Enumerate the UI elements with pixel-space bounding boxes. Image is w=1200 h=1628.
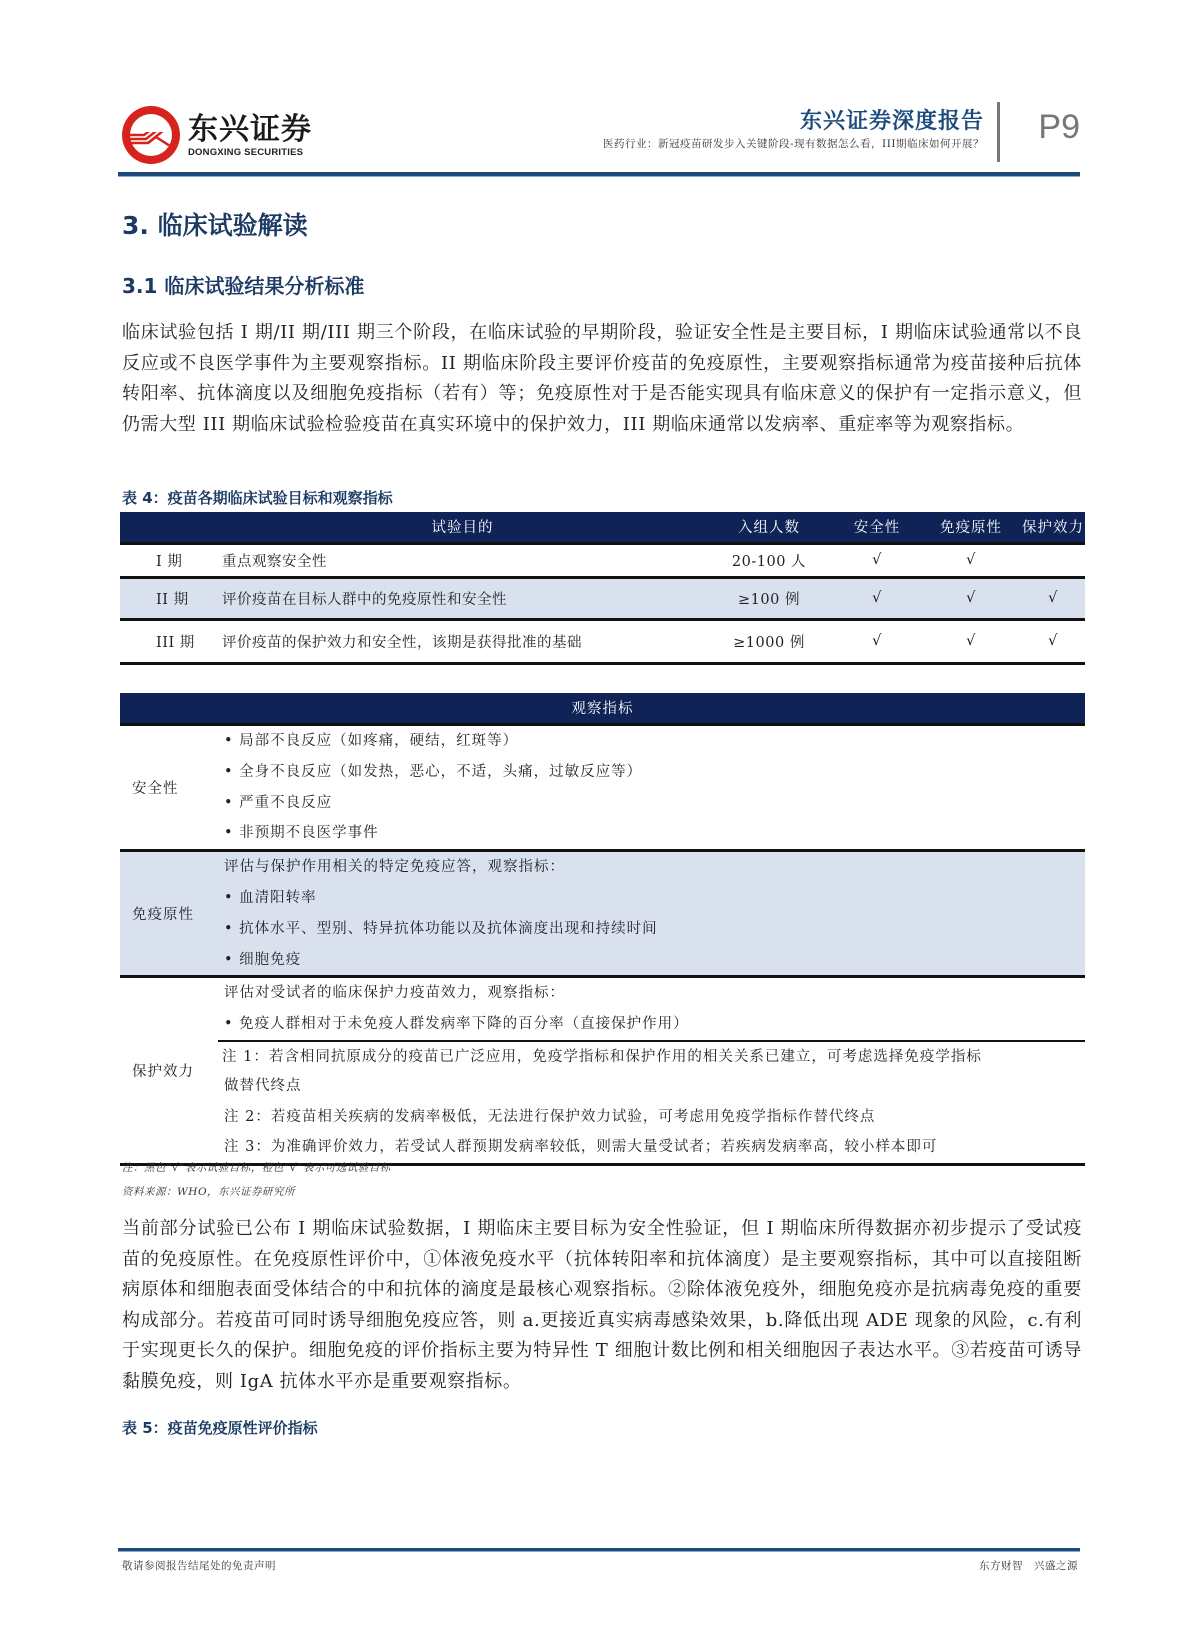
header-enrollment: 入组人数 bbox=[705, 512, 833, 543]
note-line: 注 1：若含相同抗原成分的疫苗已广泛应用，免疫学指标和保护作用的相关关系已建立，可考虑选择免疫学指标 bbox=[218, 1040, 1085, 1071]
efficacy-cell bbox=[1021, 543, 1085, 577]
indicator-line: • 抗体水平、型别、特异抗体功能以及抗体滴度出现和持续时间 bbox=[224, 920, 658, 937]
note-line: 做替代终点 bbox=[224, 1077, 302, 1094]
safety-section bbox=[120, 726, 1085, 852]
table-note: 注：黑色“√”表示试验目标，橙色“√”表示可选试验目标 bbox=[122, 1162, 391, 1174]
indicator-line: • 细胞免疫 bbox=[224, 951, 302, 968]
observation-header: 观察指标 bbox=[120, 693, 1085, 726]
phase-cell: I 期 bbox=[120, 543, 220, 577]
section-label: 免疫原性 bbox=[132, 907, 194, 924]
immunogenicity-check-icon: √ bbox=[921, 577, 1021, 619]
goal-cell: 重点观察安全性 bbox=[220, 543, 705, 577]
header-goal: 试验目的 bbox=[220, 512, 705, 543]
logo-stripes-icon bbox=[126, 132, 170, 146]
intro-paragraph: 临床试验包括 I 期/II 期/III 期三个阶段，在临床试验的早期阶段，验证安全性是主要目标，I 期临床试验通常以不良反应或不良医学事件为主要观察指标。II 期临床阶段主要评价疫苗的免疫原性，主要观察指标通常为疫苗接种后抗体转阳率、抗体滴度以及细胞免疫指标（若有）等；免疫原性对于是否能实现具有临床意义的保护有一定指示意义，但仍需大型 III 期临床试验检验疫苗在真实环境中的保护效力，III 期临床通常以发病率、重症率等为观察指标。 bbox=[122, 322, 1082, 435]
header-phase bbox=[120, 512, 220, 543]
footer-disclaimer: 敬请参阅报告结尾处的免责声明 bbox=[122, 1560, 276, 1572]
table-row bbox=[120, 543, 1085, 577]
indicator-line: • 非预期不良医学事件 bbox=[224, 825, 379, 842]
footer-rule bbox=[118, 1548, 1080, 1552]
subsection-heading: 3.1 临床试验结果分析标准 bbox=[122, 274, 365, 298]
indicator-line: 评估对受试者的临床保护力疫苗效力，观察指标： bbox=[224, 985, 565, 1002]
footer-slogan: 东方财智 兴盛之源 bbox=[979, 1560, 1078, 1572]
enrollment-cell: 20-100 人 bbox=[705, 543, 833, 577]
safety-check-icon: √ bbox=[833, 619, 921, 663]
safety-check-icon: √ bbox=[833, 577, 921, 619]
note-line: 注 2：若疫苗相关疾病的发病率极低，无法进行保护效力试验，可考虑用免疫学指标作替代终点 bbox=[224, 1108, 876, 1125]
efficacy-check-icon: √ bbox=[1021, 577, 1085, 619]
indicator-line: • 严重不良反应 bbox=[224, 794, 333, 811]
observation-indicators-table bbox=[120, 693, 1085, 1166]
logo-chinese-name: 东兴证券 bbox=[188, 111, 312, 147]
note-line: 注 3：为准确评价效力，若受试人群预期发病率较低，则需大量受试者；若疾病发病率高，较小样本即可 bbox=[224, 1139, 938, 1156]
section-label: 安全性 bbox=[132, 781, 179, 798]
phase-cell: III 期 bbox=[120, 619, 220, 663]
indicator-line: 评估与保护作用相关的特定免疫应答，观察指标： bbox=[224, 859, 565, 876]
table-source: 资料来源：WHO，东兴证券研究所 bbox=[122, 1186, 296, 1198]
header-efficacy: 保护效力 bbox=[1021, 512, 1085, 543]
table5-caption: 表 5：疫苗免疫原性评价指标 bbox=[122, 1419, 318, 1437]
enrollment-cell: ≥1000 例 bbox=[705, 619, 833, 663]
section-heading: 3. 临床试验解读 bbox=[122, 211, 308, 240]
report-type-title: 东兴证券深度报告 bbox=[799, 109, 984, 134]
page-number: P9 bbox=[1038, 108, 1080, 146]
logo-mark-icon bbox=[122, 106, 180, 164]
header-immunogenicity: 免疫原性 bbox=[921, 512, 1021, 543]
header-safety: 安全性 bbox=[833, 512, 921, 543]
indicator-line: • 全身不良反应（如发热，恶心，不适，头痛，过敏反应等） bbox=[224, 763, 643, 780]
table4-caption: 表 4：疫苗各期临床试验目标和观察指标 bbox=[122, 489, 393, 507]
goal-cell: 评价疫苗的保护效力和安全性，该期是获得批准的基础 bbox=[220, 619, 705, 663]
dongxing-logo bbox=[122, 106, 312, 164]
goal-cell: 评价疫苗在目标人群中的免疫原性和安全性 bbox=[220, 577, 705, 619]
page-header bbox=[122, 98, 1080, 178]
indicator-line: • 血清阳转率 bbox=[224, 889, 317, 906]
report-subtitle: 医药行业：新冠疫苗研发步入关键阶段-现有数据怎么看，III期临床如何开展？ bbox=[603, 138, 984, 150]
analysis-paragraph: 当前部分试验已公布 I 期临床试验数据，I 期临床主要目标为安全性验证，但 I 期临床所得数据亦初步提示了受试疫苗的免疫原性。在免疫原性评价中，①体液免疫水平（抗体转阳率和抗体滴度）是主要观察指标，其中可以直接阻断病原体和细胞表面受体结合的中和抗体的滴度是最核心观察指标。②除体液免疫外，细胞免疫亦是抗病毒免疫的重要构成部分。若疫苗可同时诱导细胞免疫应答，则 a.更接近真实病毒感染效果，b.降低出现 ADE 现象的风险，c.有利于实现更长久的保护。细胞免疫的评价指标主要为特异性 T 细胞计数比例和相关细胞因子表达水平。③若疫苗可诱导黏膜免疫，则 IgA 抗体水平亦是重要观察指标。 bbox=[122, 1218, 1082, 1392]
section-label: 保护效力 bbox=[132, 1064, 194, 1081]
clinical-phase-table bbox=[120, 512, 1085, 665]
header-divider bbox=[997, 102, 1000, 162]
logo-english-name: DONGXING SECURITIES bbox=[188, 146, 304, 158]
header-rule bbox=[118, 172, 1080, 177]
table-row bbox=[120, 619, 1085, 663]
enrollment-cell: ≥100 例 bbox=[705, 577, 833, 619]
safety-check-icon: √ bbox=[833, 543, 921, 577]
indicator-line: • 局部不良反应（如疼痛，硬结，红斑等） bbox=[224, 733, 519, 749]
table-header-row bbox=[120, 512, 1085, 543]
immunogenicity-check-icon: √ bbox=[921, 619, 1021, 663]
immunogenicity-check-icon: √ bbox=[921, 543, 1021, 577]
table-row bbox=[120, 577, 1085, 619]
indicator-line: • 免疫人群相对于未免疫人群发病率下降的百分率（直接保护作用） bbox=[224, 1016, 689, 1033]
efficacy-section bbox=[120, 978, 1085, 1166]
immunogenicity-section bbox=[120, 852, 1085, 978]
phase-cell: II 期 bbox=[120, 577, 220, 619]
efficacy-check-icon: √ bbox=[1021, 619, 1085, 663]
